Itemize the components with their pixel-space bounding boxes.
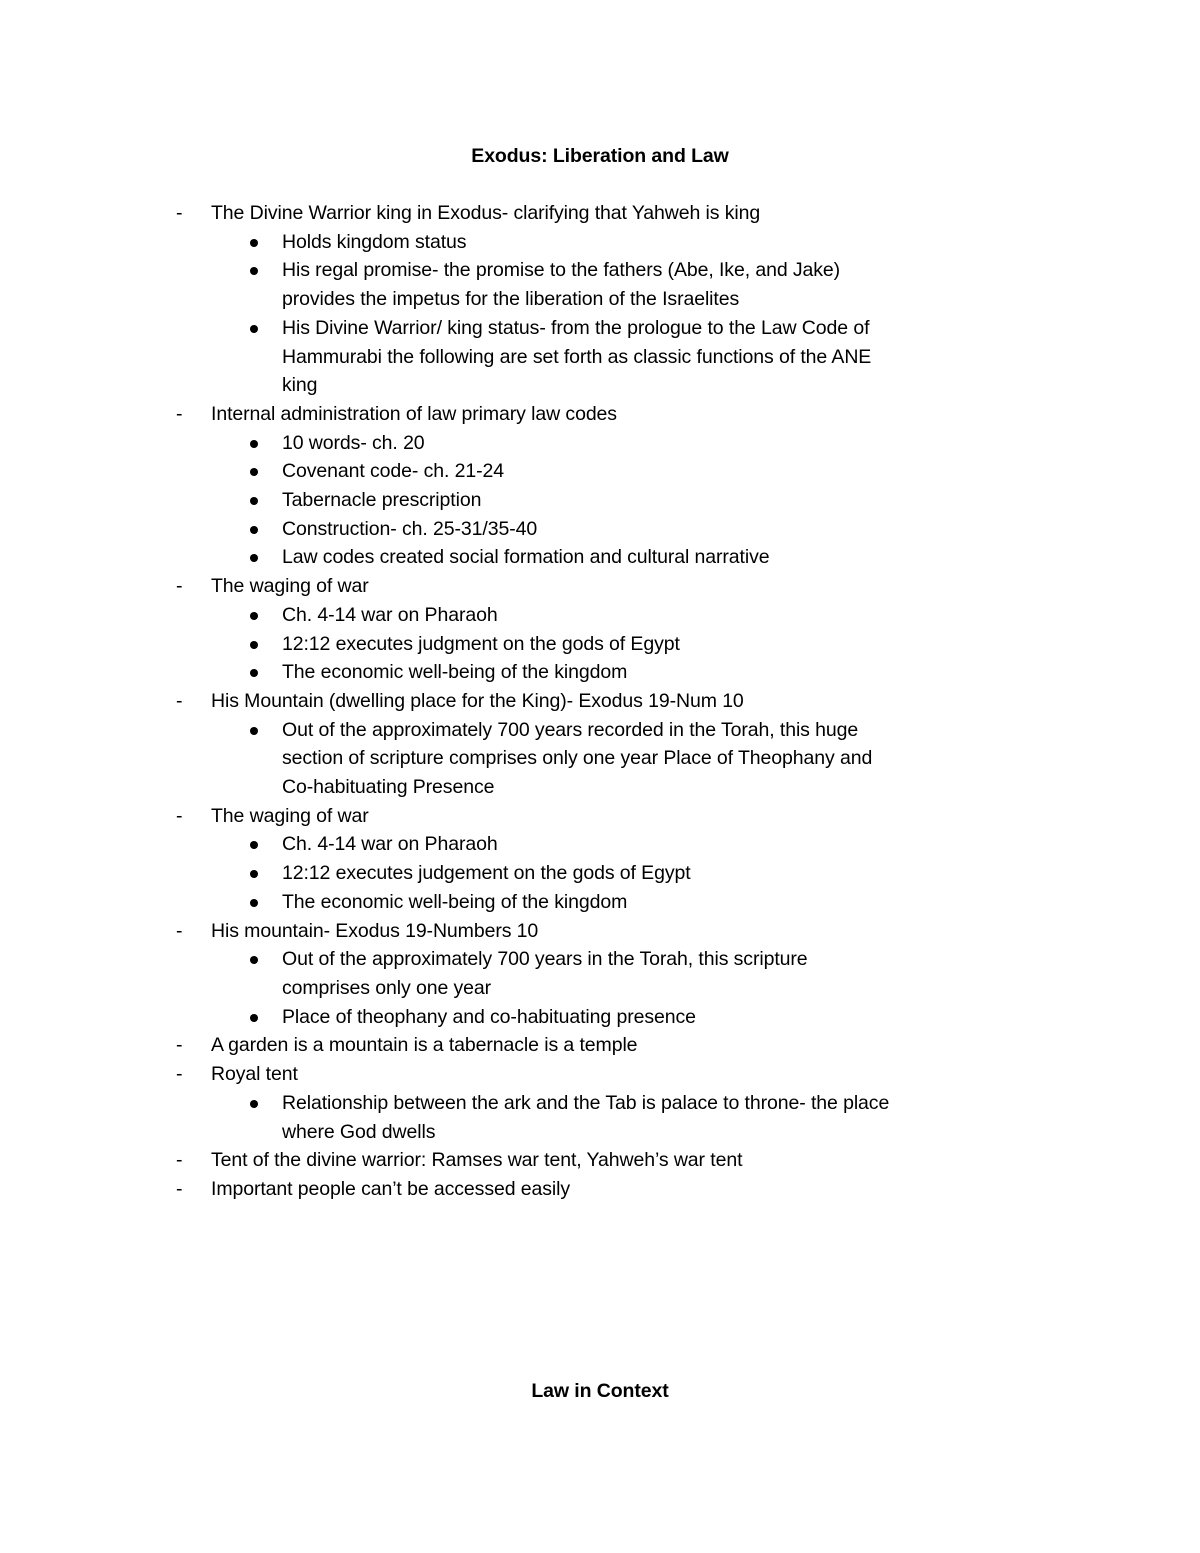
- bullet-dot-icon: [250, 669, 258, 677]
- bullet-item: [0, 1089, 1050, 1146]
- dash-marker: -: [176, 575, 183, 598]
- outline-item: [0, 572, 1200, 687]
- dash-marker: -: [176, 1063, 183, 1086]
- bullet-dot-icon: [250, 440, 258, 448]
- bullet-dot-icon: [250, 468, 258, 476]
- bullet-item-text: 10 words- ch. 20: [282, 431, 425, 454]
- bullet-dot-icon: [250, 239, 258, 247]
- bullet-item: [0, 601, 1050, 630]
- bullet-item-text: 12:12 executes judgement on the gods of Egypt: [282, 862, 691, 885]
- bullet-item: [0, 429, 1050, 458]
- page-title: Exodus: Liberation and Law: [471, 145, 729, 167]
- bullet-dot-icon: [250, 325, 258, 333]
- bullet-item: [0, 314, 1050, 400]
- outline-item-text: The waging of war: [211, 804, 369, 827]
- outline-item: [0, 687, 1200, 802]
- dash-marker: -: [176, 202, 183, 224]
- bullet-item: [0, 543, 1050, 572]
- outline-item-text: The Divine Warrior king in Exodus- clarifying that Yahweh is king: [211, 202, 761, 224]
- outline-item: [0, 917, 1200, 1032]
- bullet-item: [0, 486, 1050, 515]
- bullet-item-text: 12:12 executes judgment on the gods of Egypt: [282, 632, 680, 655]
- bullet-list: [211, 716, 1050, 802]
- bullet-item: [0, 945, 1050, 1002]
- notes-list: [0, 199, 1200, 1204]
- bullet-item: [0, 630, 1050, 659]
- bullet-item-text: Out of the approximately 700 years in the Torah, this scripture comprises only one year: [282, 948, 808, 999]
- bullet-item-text: Tabernacle prescription: [282, 489, 482, 512]
- bullet-dot-icon: [250, 1014, 258, 1022]
- dash-marker: -: [176, 402, 183, 425]
- bullet-item: [0, 256, 1050, 313]
- bullet-item: [0, 515, 1050, 544]
- dash-marker: -: [176, 689, 183, 712]
- outline-item-text: His Mountain (dwelling place for the King)- Exodus 19-Num 10: [211, 689, 744, 712]
- bullet-item: [0, 457, 1050, 486]
- bullet-dot-icon: [250, 1100, 258, 1108]
- bullet-item: [0, 830, 1050, 859]
- dash-marker: -: [176, 804, 183, 827]
- bullet-dot-icon: [250, 870, 258, 878]
- outline-item: [0, 1146, 1200, 1175]
- bullet-item-text: Construction- ch. 25-31/35-40: [282, 517, 538, 540]
- outline-item: [0, 1031, 1200, 1060]
- bullet-item-text: Ch. 4-14 war on Pharaoh: [282, 833, 498, 856]
- bullet-item: [0, 859, 1050, 888]
- outline-item: [0, 1060, 1200, 1146]
- outline-item-text: Royal tent: [211, 1063, 298, 1086]
- outline-item-text: The waging of war: [211, 575, 369, 598]
- bullet-item-text: Relationship between the ark and the Tab is palace to throne- the place where God dwells: [282, 1091, 890, 1143]
- bullet-item-text: His regal promise- the promise to the fathers (Abe, Ike, and Jake) provides the impetus for the liberation of the Israelites: [282, 259, 841, 311]
- bullet-list: [211, 1089, 1050, 1146]
- bullet-dot-icon: [250, 526, 258, 534]
- bullet-item-text: Holds kingdom status: [282, 230, 467, 253]
- outline-item-text: Internal administration of law primary law codes: [211, 402, 617, 425]
- bullet-item: [0, 658, 1050, 687]
- bullet-list: [211, 429, 1050, 573]
- bullet-list: [211, 228, 1050, 400]
- bullet-dot-icon: [250, 841, 258, 849]
- bullet-dot-icon: [250, 612, 258, 620]
- bullet-dot-icon: [250, 899, 258, 907]
- bullet-dot-icon: [250, 267, 258, 275]
- outline-item: [0, 1175, 1200, 1204]
- bullet-item: [0, 1003, 1050, 1032]
- bullet-dot-icon: [250, 554, 258, 562]
- bullet-item: [0, 228, 1050, 257]
- bullet-item-text: The economic well-being of the kingdom: [282, 661, 628, 684]
- bullet-dot-icon: [250, 956, 258, 964]
- bullet-list: [211, 601, 1050, 687]
- bullet-list: [211, 945, 1050, 1031]
- outline-item-text: Important people can’t be accessed easily: [211, 1177, 571, 1200]
- bullet-item-text: Ch. 4-14 war on Pharaoh: [282, 603, 498, 626]
- bullet-item-text: Out of the approximately 700 years recorded in the Torah, this huge section of scripture comprises only one year Place of Theophany and Co-habituating Presence: [282, 718, 873, 799]
- dash-marker: -: [176, 919, 183, 942]
- outline-item-text: His mountain- Exodus 19-Numbers 10: [211, 919, 539, 942]
- bullet-dot-icon: [250, 497, 258, 505]
- bullet-item-text: Place of theophany and co-habituating presence: [282, 1005, 696, 1028]
- bullet-item-text: The economic well-being of the kingdom: [282, 890, 628, 913]
- bullet-item: [0, 716, 1050, 802]
- outline-item-text: Tent of the divine warrior: Ramses war tent, Yahweh’s war tent: [211, 1149, 743, 1172]
- bullet-item: [0, 888, 1050, 917]
- outline-item: [0, 199, 1200, 400]
- bullet-item-text: Law codes created social formation and cultural narrative: [282, 546, 770, 569]
- section-title: Law in Context: [531, 1380, 669, 1402]
- outline-item: [0, 802, 1200, 917]
- dash-marker: -: [176, 1149, 183, 1172]
- bullet-item-text: Covenant code- ch. 21-24: [282, 460, 504, 483]
- outline-item: [0, 400, 1200, 572]
- bullet-item-text: His Divine Warrior/ king status- from the prologue to the Law Code of Hammurabi the following are set forth as classic functions of the ANE king: [282, 316, 872, 397]
- bullet-dot-icon: [250, 641, 258, 649]
- bullet-list: [211, 830, 1050, 916]
- bullet-dot-icon: [250, 727, 258, 735]
- dash-marker: -: [176, 1177, 183, 1200]
- outline-item-text: A garden is a mountain is a tabernacle is a temple: [211, 1034, 638, 1057]
- dash-marker: -: [176, 1034, 183, 1057]
